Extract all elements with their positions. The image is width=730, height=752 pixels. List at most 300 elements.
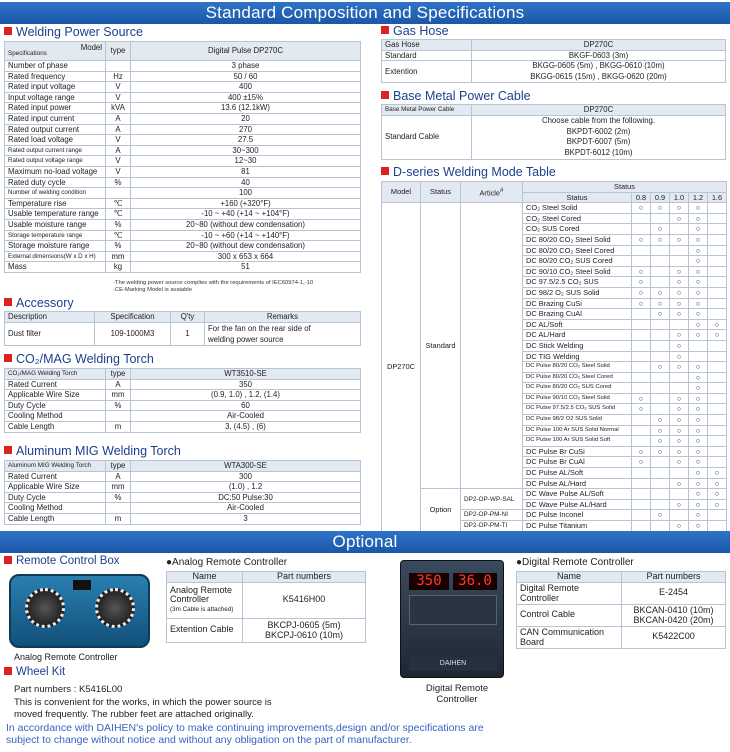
mode-mark: [651, 499, 670, 510]
mode-mark: [708, 266, 727, 277]
mode-name: DC Pulse 80/20 CO₂ SUS Cored: [523, 383, 632, 394]
bmp-v4: BKPDT-6012 (10m): [564, 147, 633, 157]
welding-power-source-table: [4, 41, 361, 273]
digital-remote-heading: ●Digital Remote Controller: [516, 557, 634, 568]
mode-mark: [651, 330, 670, 341]
spec-value: 400 ±15%: [131, 92, 361, 103]
mode-mark: [632, 245, 651, 256]
spec-label: Storage temperature range: [5, 230, 106, 241]
mode-mark: ○: [708, 330, 727, 341]
ds-hdr-article-text: Article: [479, 188, 501, 198]
heading-text: Remote Control Box: [16, 555, 120, 567]
torch-row: [5, 390, 361, 401]
heading-text: Digital Remote Controller: [522, 557, 634, 568]
mode-mark: ○: [670, 213, 689, 224]
mode-mark: ○: [708, 478, 727, 489]
mode-mark: [651, 256, 670, 267]
mode-mark: [670, 383, 689, 394]
arc-n1: [167, 582, 243, 618]
co2-torch-table: [4, 368, 361, 433]
gas-ext-v2: BKGG-0615 (15m) , BKGG-0620 (20m): [530, 71, 667, 81]
spec-label: Rated output current: [5, 124, 106, 135]
mode-mark: [708, 309, 727, 320]
mode-mark: ○: [689, 298, 708, 309]
arc-n1-line1: Analog Remote: [170, 584, 233, 595]
mode-mark: ○: [689, 521, 708, 532]
arc-p2a: BKCPJ-0605 (5m): [267, 619, 341, 630]
mode-name: DC Brazing CuAl: [523, 309, 632, 320]
acc-qty: 1: [171, 322, 205, 345]
mode-mark: [708, 383, 727, 394]
heading-text: Gas Hose: [393, 24, 449, 38]
mode-mark: [670, 372, 689, 383]
bmp-label: Standard Cable: [382, 115, 472, 159]
ds-article: DP2-OP-WP-SAL: [461, 489, 523, 510]
arc-n1-line3: (3m Cable is attached): [170, 605, 234, 613]
torch-unit: %: [106, 492, 131, 503]
option-mode-row: [382, 489, 727, 500]
torch-label: Cable Length: [5, 421, 106, 432]
heading-text: Accessory: [16, 296, 74, 310]
spec-value: -10 ~ +60 (+14 ~ +140°F): [131, 230, 361, 241]
spec-value: 270: [131, 124, 361, 135]
spec-label: Rated input voltage: [5, 82, 106, 93]
d-series-heading: [381, 165, 556, 179]
red-square-icon: [4, 667, 12, 675]
mode-mark: ○: [670, 446, 689, 457]
spec-row: [5, 82, 361, 93]
torch-unit: mm: [106, 482, 131, 493]
spec-label: Number of phase: [5, 61, 106, 72]
red-square-icon: [4, 556, 12, 564]
spec-value: 20: [131, 113, 361, 124]
mode-mark: ○: [670, 309, 689, 320]
torch-value: 3: [131, 513, 361, 524]
accessory-heading: [4, 296, 74, 310]
mode-mark: ○: [670, 457, 689, 468]
mode-mark: [651, 277, 670, 288]
ds-option: Option: [421, 489, 461, 531]
drc-p3: K5422C00: [622, 626, 726, 648]
mode-mark: ○: [689, 319, 708, 330]
mode-mark: ○: [670, 404, 689, 415]
d-series-table: [381, 181, 727, 532]
spec-unit: %: [106, 219, 131, 230]
ds-model: DP270C: [382, 203, 421, 531]
digital-remote-table: [516, 571, 726, 649]
mode-mark: [632, 415, 651, 426]
wheel-kit-description: [14, 697, 272, 720]
spec-row: [5, 145, 361, 156]
heading-text: Welding Power Source: [16, 25, 143, 39]
spec-label: Rated frequency: [5, 71, 106, 82]
torch-value: 3, (4.5) , (6): [131, 421, 361, 432]
mode-mark: ○: [689, 457, 708, 468]
mode-mark: ○: [689, 330, 708, 341]
mode-mark: ○: [689, 415, 708, 426]
mode-mark: ○: [651, 298, 670, 309]
mode-mark: [651, 468, 670, 479]
mode-mark: ○: [670, 478, 689, 489]
torch-value: Air-Cooled: [131, 503, 361, 514]
drc-hdr-part: Part numbers: [622, 572, 726, 583]
gas-ext-values: [472, 61, 726, 83]
ds-hdr-status-group: Status: [523, 182, 727, 193]
spec-value: 27.5: [131, 135, 361, 146]
current-knob: [25, 588, 65, 628]
mode-mark: ○: [632, 234, 651, 245]
torch-row: [5, 503, 361, 514]
torch-label: Duty Cycle: [5, 400, 106, 411]
brand-logo: [73, 580, 91, 590]
spec-unit: V: [106, 82, 131, 93]
spec-label: Mass: [5, 262, 106, 273]
mode-mark: ○: [689, 372, 708, 383]
mode-mark: ○: [651, 415, 670, 426]
mode-name: DC AL/Soft: [523, 319, 632, 330]
acc-hdr-remarks: Remarks: [205, 312, 361, 323]
arc-hdr-part: Part numbers: [243, 572, 366, 583]
mode-mark: ○: [670, 287, 689, 298]
ds-standard: Standard: [421, 203, 461, 489]
torch-row: [5, 421, 361, 432]
mode-mark: [632, 372, 651, 383]
analog-remote-caption: Analog Remote Controller: [14, 652, 118, 662]
mode-mark: [689, 351, 708, 362]
footer-line2: subject to change without notice and without any obligation on the part of manufacturer.: [6, 734, 412, 746]
mode-mark: ○: [689, 203, 708, 214]
mode-mark: [670, 319, 689, 330]
drc-p2a: BKCAN-0410 (10m): [633, 604, 714, 615]
mode-mark: ○: [689, 393, 708, 404]
mode-mark: [708, 287, 727, 298]
mode-mark: ○: [689, 224, 708, 235]
heading-text: CO₂/MAG Welding Torch: [16, 352, 154, 366]
mode-mark: ○: [670, 499, 689, 510]
mode-mark: [670, 224, 689, 235]
spec-label: External dimensions(W x D x H): [5, 251, 106, 262]
mode-mark: [689, 340, 708, 351]
drc-p1: E-2454: [622, 582, 726, 604]
heading-text: Wheel Kit: [16, 666, 66, 678]
acc-hdr-desc: Description: [5, 312, 95, 323]
mode-mark: ○: [670, 415, 689, 426]
torch-label: Cable Length: [5, 513, 106, 524]
spec-unit: V: [106, 135, 131, 146]
arc-hdr-name: Name: [167, 572, 243, 583]
spec-row: [5, 103, 361, 114]
mode-mark: ○: [670, 266, 689, 277]
ds-hdr-model: Model: [382, 182, 421, 203]
torch-unit: %: [106, 400, 131, 411]
spec-row: [5, 135, 361, 146]
mode-mark: ○: [689, 309, 708, 320]
torch-value: 350: [131, 379, 361, 390]
analog-remote-heading: ●Analog Remote Controller: [166, 557, 288, 568]
ds-hdr-size: 1.2: [689, 192, 708, 203]
spec-row: [5, 61, 361, 72]
spec-row: [5, 209, 361, 220]
mode-mark: [651, 404, 670, 415]
iec-note: ·The welding power source complies with the requirements of IEC60974-1,-10: [113, 280, 314, 286]
mode-mark: [708, 521, 727, 532]
alu-hdr-type: type: [106, 461, 131, 472]
mode-name: DC Pulse 97.5/2.5 CO₂ SUS Solid: [523, 404, 632, 415]
ds-hdr-size: 1.6: [708, 192, 727, 203]
mode-mark: ○: [632, 457, 651, 468]
spec-row: [5, 262, 361, 273]
spec-unit: A: [106, 113, 131, 124]
mode-mark: ○: [708, 499, 727, 510]
drc-n3-line1: CAN Communication: [520, 627, 605, 638]
mode-mark: [651, 521, 670, 532]
spec-unit: %: [106, 241, 131, 252]
wheel-kit-part-number: Part numbers : K5416L00: [14, 684, 123, 695]
mode-name: DC 80/20 CO₂ Steel Solid: [523, 234, 632, 245]
arc-p2: [243, 618, 366, 642]
mode-name: DC Pulse 100 Ar SUS Solid Normal: [523, 425, 632, 436]
mode-mark: ○: [689, 478, 708, 489]
mode-mark: [632, 319, 651, 330]
acc-remarks: [205, 322, 361, 345]
mode-mark: ○: [670, 436, 689, 447]
ds-hdr-size: 1.0: [670, 192, 689, 203]
heading-text: Analog Remote Controller: [172, 557, 288, 568]
torch-unit: mm: [106, 390, 131, 401]
digital-remote-caption: [422, 683, 492, 705]
drc-n3-line2: Board: [520, 637, 545, 648]
torch-unit: A: [106, 471, 131, 482]
mode-mark: ○: [689, 245, 708, 256]
red-square-icon: [381, 167, 389, 175]
spec-value: 30~300: [131, 145, 361, 156]
hdr-value: Digital Pulse DP270C: [131, 42, 361, 61]
spec-value: 100: [131, 188, 361, 199]
mode-mark: ○: [651, 309, 670, 320]
mode-mark: [632, 468, 651, 479]
spec-row: [5, 92, 361, 103]
mode-name: DC Pulse AL/Hard: [523, 478, 632, 489]
mode-mark: ○: [689, 489, 708, 500]
spec-value: +160 (+320°F): [131, 198, 361, 209]
aluminum-torch-table: [4, 460, 361, 525]
spec-label: Rated input current: [5, 113, 106, 124]
torch-row: [5, 492, 361, 503]
mode-mark: ○: [651, 224, 670, 235]
mode-name: DC Pulse Br CuSi: [523, 446, 632, 457]
gas-ext-label: Extention: [382, 61, 472, 83]
mode-mark: [670, 510, 689, 521]
drc-n1: [517, 582, 622, 604]
mode-name: CO₂ SUS Cored: [523, 224, 632, 235]
caption-line1: Digital Remote: [425, 683, 489, 694]
mode-name: DC Pulse 98/2 O2 SUS Solid: [523, 415, 632, 426]
torch-row: [5, 411, 361, 422]
ds-hdr-status3: Status: [523, 192, 632, 203]
drc-n1-line2: Controller: [520, 593, 560, 604]
spec-label: Rated duty cycle: [5, 177, 106, 188]
mode-mark: [708, 298, 727, 309]
spec-unit: V: [106, 166, 131, 177]
aluminum-torch-heading: [4, 444, 181, 458]
spec-unit: Hz: [106, 71, 131, 82]
acc-spec: 109-1000M3: [95, 322, 171, 345]
mode-mark: [632, 489, 651, 500]
mode-mark: [632, 351, 651, 362]
acc-hdr-qty: Q'ty: [171, 312, 205, 323]
torch-unit: [106, 411, 131, 422]
red-square-icon: [4, 446, 12, 454]
mode-mark: [708, 213, 727, 224]
mode-name: DC 97.5/2.5 CO₂ SUS: [523, 277, 632, 288]
mode-name: DC Pulse Titanium: [523, 521, 632, 532]
torch-row: [5, 471, 361, 482]
mode-mark: ○: [689, 446, 708, 457]
spec-row: [5, 166, 361, 177]
mode-mark: [708, 234, 727, 245]
arc-n1-line2: Controller: [170, 594, 210, 605]
torch-label: Rated Current: [5, 471, 106, 482]
spec-unit: mm: [106, 251, 131, 262]
mode-mark: ○: [651, 436, 670, 447]
mode-mark: ○: [708, 319, 727, 330]
mode-mark: ○: [689, 234, 708, 245]
mode-mark: ○: [670, 298, 689, 309]
mode-mark: ○: [689, 404, 708, 415]
heading-text: D-series Welding Mode Table: [393, 165, 556, 179]
arc-n2: Extention Cable: [167, 618, 243, 642]
acc-desc: Dust filter: [5, 322, 95, 345]
torch-value: 300: [131, 471, 361, 482]
mode-mark: [651, 213, 670, 224]
mode-mark: ○: [689, 383, 708, 394]
mode-mark: ○: [689, 287, 708, 298]
red-square-icon: [4, 27, 12, 35]
mode-mark: ○: [632, 404, 651, 415]
bmp-hdr-model: DP270C: [472, 105, 726, 116]
torch-label: Rated Current: [5, 379, 106, 390]
mode-mark: [670, 256, 689, 267]
drc-n3: [517, 626, 622, 648]
spec-value: 20~80 (without dew condensation): [131, 241, 361, 252]
gas-std-label: Standard: [382, 50, 472, 61]
mode-mark: ○: [632, 446, 651, 457]
mode-mark: [708, 340, 727, 351]
mode-mark: [651, 383, 670, 394]
red-square-icon: [381, 26, 389, 34]
ce-note: ·CE-Marking Model is avaiable: [113, 287, 192, 293]
mode-mark: [632, 521, 651, 532]
torch-value: (1.0) , 1.2: [131, 482, 361, 493]
torch-value: 60: [131, 400, 361, 411]
mode-mark: ○: [689, 425, 708, 436]
mode-mark: [708, 457, 727, 468]
mode-mark: ○: [651, 287, 670, 298]
mode-mark: [708, 351, 727, 362]
mode-mark: ○: [670, 340, 689, 351]
spec-row: [5, 124, 361, 135]
spec-label: Input voltage range: [5, 92, 106, 103]
co2-torch-heading: [4, 352, 154, 366]
mode-mark: [670, 489, 689, 500]
spec-row: [5, 177, 361, 188]
torch-value: (0.9, 1.0) , 1.2, (1.4): [131, 390, 361, 401]
footer-disclaimer: [6, 722, 484, 746]
brand-label: DAIHEN: [409, 657, 497, 671]
ds-hdr-article-sup: #: [500, 187, 504, 195]
torch-row: [5, 379, 361, 390]
mode-mark: ○: [632, 393, 651, 404]
drc-n1-line1: Digital Remote: [520, 583, 580, 594]
torch-label: Applicable Wire Size: [5, 482, 106, 493]
mode-mark: [708, 245, 727, 256]
gas-hose-heading: [381, 24, 449, 38]
bmp-v2: BKPDT-6002 (2m): [566, 126, 631, 136]
torch-label: Cooling Method: [5, 503, 106, 514]
drc-p2: [622, 604, 726, 626]
mode-mark: ○: [632, 203, 651, 214]
mode-mark: [670, 468, 689, 479]
ds-article-empty: [461, 203, 523, 489]
spec-unit: ℃: [106, 198, 131, 209]
mode-mark: [651, 351, 670, 362]
spec-row: [5, 71, 361, 82]
spec-unit: kg: [106, 262, 131, 273]
mode-mark: ○: [670, 351, 689, 362]
mode-mark: [708, 510, 727, 521]
mode-mark: [670, 245, 689, 256]
mode-mark: ○: [689, 362, 708, 373]
mode-mark: ○: [670, 234, 689, 245]
mode-mark: [708, 362, 727, 373]
mode-name: DC AL/Hard: [523, 330, 632, 341]
mode-mark: [651, 372, 670, 383]
alu-hdr: Aluminum MIG Welding Torch: [5, 461, 106, 472]
torch-unit: m: [106, 421, 131, 432]
section-banner-optional: Optional: [0, 531, 730, 553]
torch-row: [5, 400, 361, 411]
mode-mark: ○: [651, 425, 670, 436]
spec-label: Maximum no-load voltage: [5, 166, 106, 177]
mode-name: DC Wave Pulse AL/Hard: [523, 499, 632, 510]
spec-label: Usable temperature range: [5, 209, 106, 220]
mode-name: DC 90/10 CO₂ Steel Solid: [523, 266, 632, 277]
mode-mark: ○: [689, 256, 708, 267]
ds-hdr-size: 0.8: [632, 192, 651, 203]
mode-mark: [708, 404, 727, 415]
mode-mark: [632, 436, 651, 447]
mode-mark: ○: [689, 266, 708, 277]
mode-mark: ○: [670, 521, 689, 532]
welding-power-source-heading: [4, 25, 143, 39]
bmp-values: [472, 115, 726, 159]
mode-mark: [632, 362, 651, 373]
mode-mark: ○: [651, 362, 670, 373]
spec-row: [5, 219, 361, 230]
mode-mark: [651, 489, 670, 500]
caption-line2: Controller: [436, 694, 478, 705]
mode-mark: ○: [670, 277, 689, 288]
spec-value: 81: [131, 166, 361, 177]
spec-label: Rated output voltage range: [5, 156, 106, 167]
gas-std-value: BKGF-0603 (3m): [472, 50, 726, 61]
co2-hdr-type: type: [106, 369, 131, 380]
mode-mark: [651, 340, 670, 351]
mode-name: DC 80/20 CO₂ SUS Cored: [523, 256, 632, 267]
spec-value: 400: [131, 82, 361, 93]
ds-article: DP2-OP-PM-NI: [461, 510, 523, 521]
spec-unit: [106, 61, 131, 72]
